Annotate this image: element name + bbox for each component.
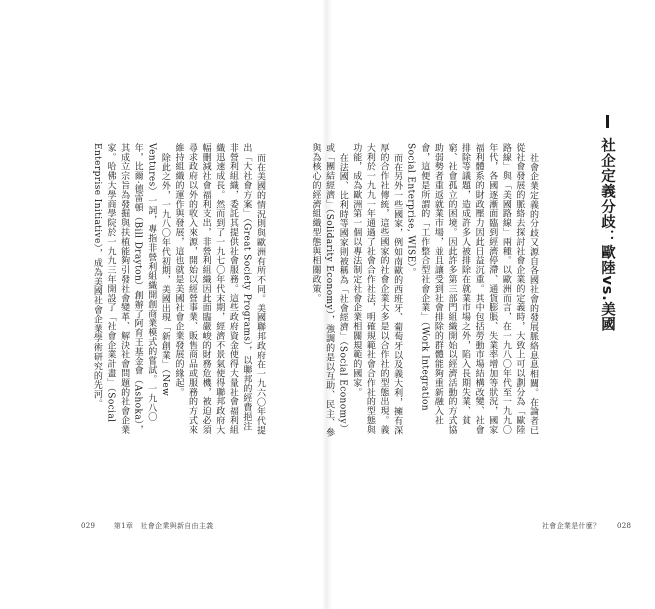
right-paragraph-2: 而在另外一些國家，例如南歐的西班牙、葡萄牙以及義大利，擁有深厚的合作社傳統，這些國家的社會企業大多是以合作社的型態出現。義大利於一九九一年通過了社會合作社法，明確規範社會合作社的型態與功能，成為歐洲第一個以專法制定社會企業相關規範的國家。 — [351, 143, 403, 435]
right-paragraph-3: 在法國、比利時等國家則被稱為「社會經濟」（Social Economy）或「團結經濟」（Solidarity Economy），強調的是以互助、民主、參與為核心的經濟組織型態與相關政策。 — [310, 143, 348, 438]
left-paragraph-1: 而在美國的情況則與歐洲有所不同。美國聯邦政府在一九六〇年代提出「大社會方案」（Great Society Programs），以聯邦的經費挹注非營利組織，委託其提供社會服務。這些政府資金使得大量社會福利組織迅速成長。然而到了一九七〇年代末期，經濟不景氣使得聯邦政府大幅刪減社會福利支出，非營利組織因此面臨嚴峻的財務危機，被迫必須尋求政府以外的收入來源，開始以經營事業、販售商品或服務的方式來維持組織的運作與發展，這也就是美國社會企業發展的緣起。 — [173, 143, 265, 435]
section-heading-text: 社企定義分歧：歐陸vs.美國 — [599, 137, 615, 333]
section-heading — [597, 115, 618, 332]
left-running-title: 第1章 社會企業與新自由主義 — [113, 522, 214, 530]
right-running-title: 社會企業是什麼？ — [542, 522, 601, 530]
left-paragraph-2: 除此之外，一九八〇年代初期，美國出現「新創業」（New Ventures）一詞，專指非營利組織開創商業模式的嘗試。一九八〇年，比爾·德雷頓（Bill Drayton）創辦了阿育王基金會（Ashoka），其成立宗旨為發掘與扶植能夠引發社會變革、解決社會問題的社會企業家。哈佛大學商學院於一九九三年開設了「社會企業計畫」（Social Enterprise Initiative），成為美國社會企業學術研究的先河。 — [91, 143, 170, 435]
right-page-footer — [542, 521, 631, 531]
right-page — [310, 0, 655, 609]
left-page-footer — [81, 521, 213, 531]
heading-bar-mark — [606, 115, 609, 128]
right-page-body — [310, 143, 539, 438]
right-paragraph-1: 社會企業定義的分歧又源自各國社會的發展脈絡息息相關。在論者已從社會發展的脈絡去探討社會企業的定義時，大致上可以劃分為「歐陸路線」與「美國路線」兩種。以歐洲而言，在一九八〇年代至一九九〇年代，各國逐漸面臨到經濟停滯、通貨膨脹、失業率增加等狀況，國家福利體系的財政壓力因此日益沉重。其中包括勞動市場結構改變、社會排除等議題，造成許多人被排除在就業市場之外，陷入長期失業、貧窮、社會孤立的困境。因此許多第三部門組織開始以經濟活動的方式協助弱勢者重返就業市場，並且讓受到社會排除的群體能夠重新融入社會，這便是所謂的「工作整合型社會企業」（Work Integration Social Enterprise, WISE）。 — [405, 143, 538, 435]
left-page-number: 029 — [81, 522, 96, 530]
right-page-number: 028 — [616, 522, 632, 530]
left-page-body — [60, 143, 266, 438]
left-page — [0, 0, 327, 609]
